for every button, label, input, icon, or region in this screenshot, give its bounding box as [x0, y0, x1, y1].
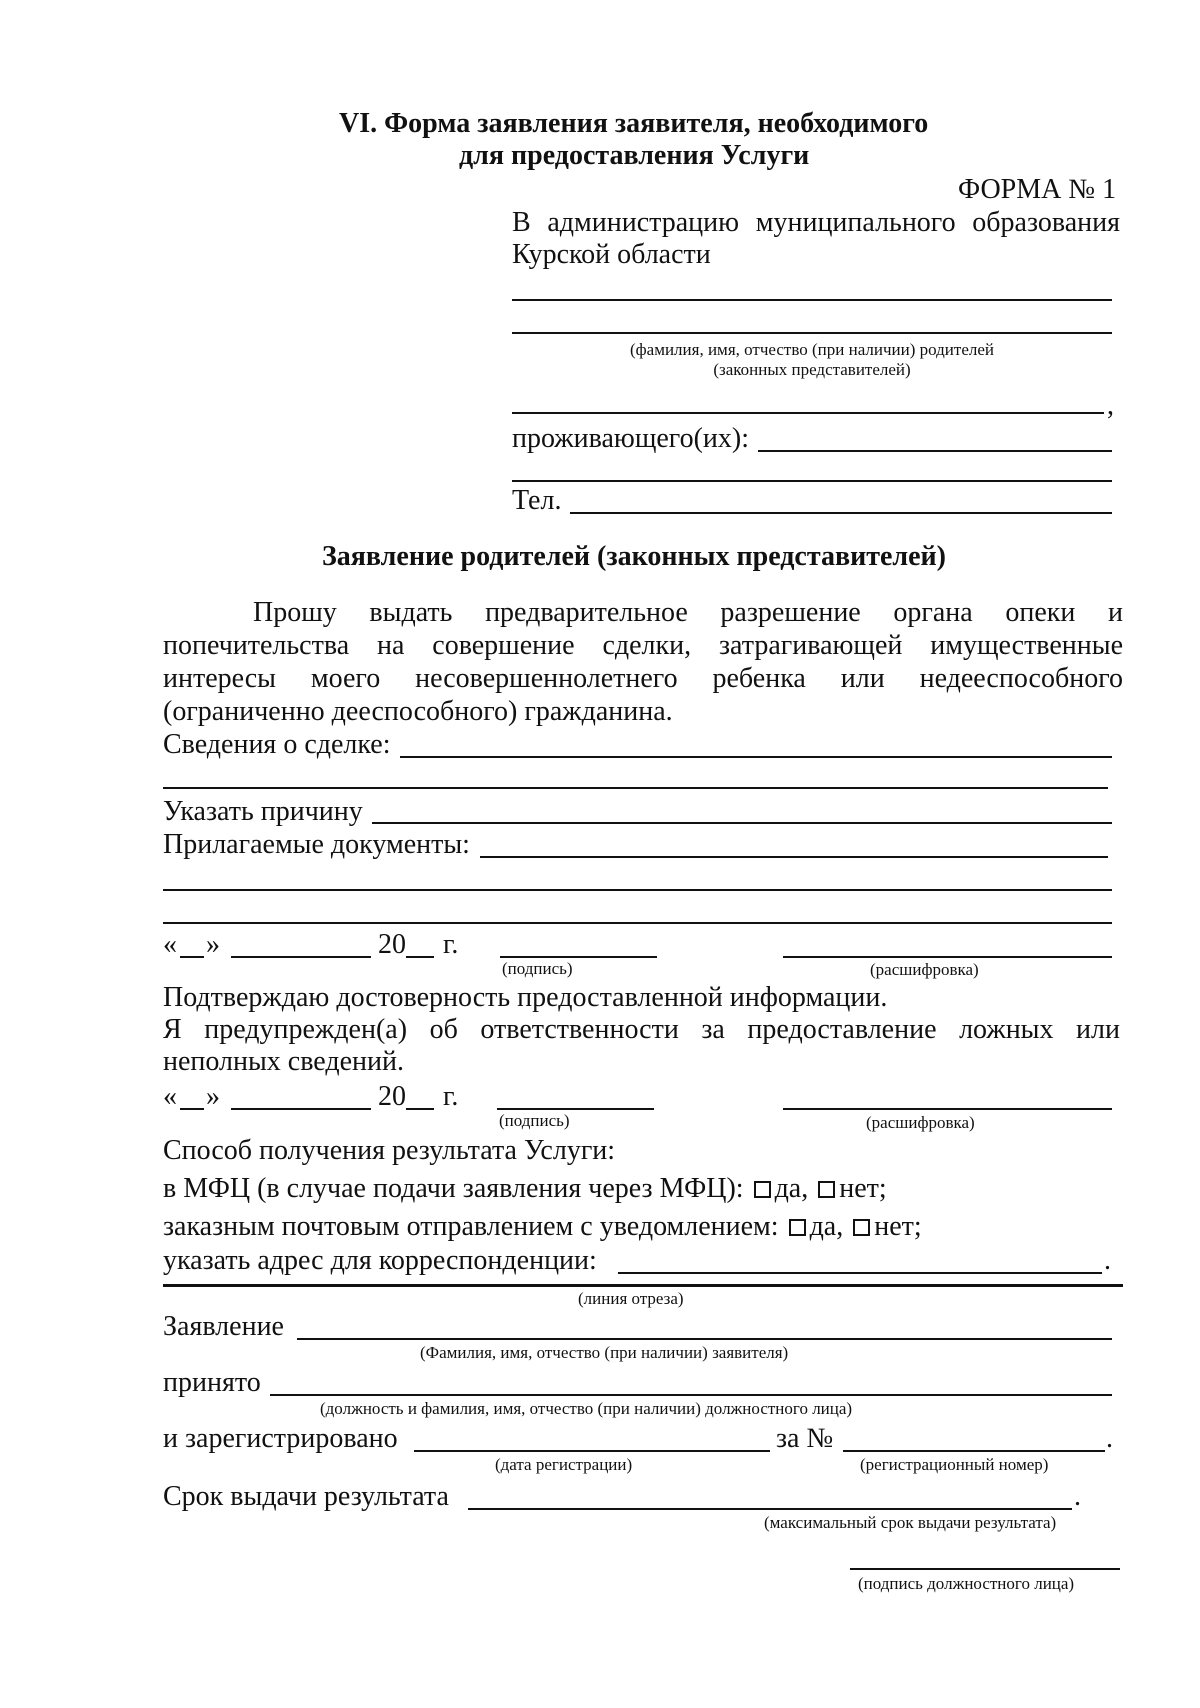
- date-month-field-2[interactable]: [231, 1108, 371, 1110]
- mail-no-checkbox[interactable]: [853, 1219, 870, 1236]
- date-year-field-1[interactable]: [406, 956, 434, 958]
- signature-caption-1: (подпись): [502, 959, 573, 978]
- cut-line-caption: (линия отреза): [578, 1289, 684, 1308]
- reg-number-caption: (регистрационный номер): [860, 1455, 1049, 1474]
- date-year-suffix-1: г.: [443, 929, 459, 960]
- request-paragraph: [163, 596, 1123, 728]
- statement-heading: Заявление родителей (законных представителей): [322, 541, 946, 572]
- receipt-method-label: Способ получения результата Услуги:: [163, 1135, 616, 1166]
- applicant-name-line-3[interactable]: [512, 412, 1104, 414]
- residing-field-2[interactable]: [512, 480, 1112, 482]
- applicant-name-line-2[interactable]: [512, 332, 1112, 334]
- comma-mark: ,: [1107, 390, 1114, 421]
- residing-label: проживающего(их):: [512, 423, 750, 454]
- reg-date-field[interactable]: [414, 1450, 770, 1452]
- deal-info-field-2[interactable]: [163, 787, 1108, 789]
- mail-yes-label: да,: [809, 1211, 844, 1242]
- accepted-label: принято: [163, 1367, 261, 1398]
- address-end-dot: .: [1104, 1245, 1111, 1276]
- reg-number-field[interactable]: [843, 1450, 1105, 1452]
- date-quote-close-2: »: [206, 1081, 220, 1112]
- name-caption-1: (фамилия, имя, отчество (при наличии) родителей: [629, 340, 994, 359]
- date-day-field-2[interactable]: [180, 1108, 204, 1110]
- residing-field[interactable]: [758, 450, 1112, 452]
- mfc-yes-checkbox[interactable]: [754, 1181, 771, 1198]
- date-quote-close-1: »: [206, 929, 220, 960]
- date-month-field-1[interactable]: [231, 956, 371, 958]
- official-signature-caption: (подпись должностного лица): [858, 1574, 1075, 1593]
- number-label: за №: [776, 1423, 834, 1454]
- deadline-end-dot: .: [1074, 1481, 1081, 1512]
- registered-end-dot: .: [1106, 1423, 1113, 1454]
- date-quote-open-1: «: [163, 929, 177, 960]
- title-line-2: для предоставления Услуги: [459, 140, 810, 171]
- attached-docs-field-3[interactable]: [163, 922, 1112, 924]
- reason-label: Указать причину: [163, 796, 363, 827]
- confirm-text: Подтверждаю достоверность предоставленной информации.: [163, 982, 888, 1013]
- signature-field-2[interactable]: [497, 1108, 654, 1110]
- warning-line-2: неполных сведений.: [163, 1046, 404, 1077]
- mfc-no-label: нет;: [839, 1173, 887, 1204]
- date-year-field-2[interactable]: [406, 1108, 434, 1110]
- mail-option-row: [163, 1211, 922, 1243]
- statement-caption: (Фамилия, имя, отчество (при наличии) заявителя): [420, 1343, 789, 1362]
- date-year-prefix-1: 20: [378, 929, 406, 960]
- mfc-option-row: [163, 1173, 887, 1205]
- date-quote-open-2: «: [163, 1081, 177, 1112]
- address-field[interactable]: [618, 1272, 1102, 1274]
- addressee-line-2: Курской области: [512, 239, 711, 270]
- request-text: Прошу выдать предварительное разрешение органа опеки и попечительства на совершение сделки, затрагивающей имущественные интересы моего несовершеннолетнего ребенка или недееспособного (ограниченно дееспособного) гражданина.: [163, 597, 1123, 727]
- mfc-yes-label: да,: [774, 1173, 809, 1204]
- deal-info-label: Сведения о сделке:: [163, 729, 391, 760]
- date-year-suffix-2: г.: [443, 1081, 459, 1112]
- reason-field[interactable]: [372, 822, 1112, 824]
- accepted-caption: (должность и фамилия, имя, отчество (при наличии) должностного лица): [320, 1399, 853, 1418]
- warning-line-1: Я предупрежден(а) об ответственности за предоставление ложных или: [163, 1014, 1120, 1045]
- mfc-option-text: в МФЦ (в случае подачи заявления через МФЦ):: [163, 1173, 744, 1204]
- attached-docs-field-2[interactable]: [163, 889, 1112, 891]
- attached-docs-field[interactable]: [480, 856, 1108, 858]
- phone-label: Тел.: [512, 485, 562, 516]
- deadline-caption: (максимальный срок выдачи результата): [764, 1513, 1057, 1532]
- title-line-1: VI. Форма заявления заявителя, необходимого: [339, 108, 929, 139]
- mail-option-text: заказным почтовым отправлением с уведомлением:: [163, 1211, 779, 1242]
- decoding-field-1[interactable]: [783, 956, 1112, 958]
- attached-docs-label: Прилагаемые документы:: [163, 829, 470, 860]
- deadline-field[interactable]: [468, 1508, 1072, 1510]
- statement-applicant-field[interactable]: [297, 1338, 1112, 1340]
- phone-field[interactable]: [570, 512, 1112, 514]
- signature-field-1[interactable]: [500, 956, 657, 958]
- official-signature-field[interactable]: [850, 1568, 1120, 1570]
- addressee-line-1: В администрацию муниципального образования: [512, 207, 1120, 238]
- date-day-field-1[interactable]: [180, 956, 204, 958]
- cut-line: [163, 1284, 1123, 1287]
- accepted-official-field[interactable]: [270, 1394, 1112, 1396]
- decoding-caption-2: (расшифровка): [866, 1113, 975, 1132]
- address-label: указать адрес для корреспонденции:: [163, 1245, 597, 1276]
- reg-date-caption: (дата регистрации): [495, 1455, 633, 1474]
- mail-no-label: нет;: [874, 1211, 922, 1242]
- deadline-label: Срок выдачи результата: [163, 1481, 449, 1512]
- date-year-prefix-2: 20: [378, 1081, 406, 1112]
- signature-caption-2: (подпись): [499, 1111, 570, 1130]
- decoding-caption-1: (расшифровка): [870, 960, 979, 979]
- statement-label: Заявление: [163, 1311, 284, 1342]
- mfc-no-checkbox[interactable]: [818, 1181, 835, 1198]
- form-number: ФОРМА № 1: [958, 174, 1117, 205]
- registered-label: и зарегистрировано: [163, 1423, 398, 1454]
- deal-info-field[interactable]: [400, 756, 1112, 758]
- applicant-name-line-1[interactable]: [512, 299, 1112, 301]
- decoding-field-2[interactable]: [783, 1108, 1112, 1110]
- name-caption-2: (законных представителей): [713, 360, 911, 379]
- mail-yes-checkbox[interactable]: [789, 1219, 806, 1236]
